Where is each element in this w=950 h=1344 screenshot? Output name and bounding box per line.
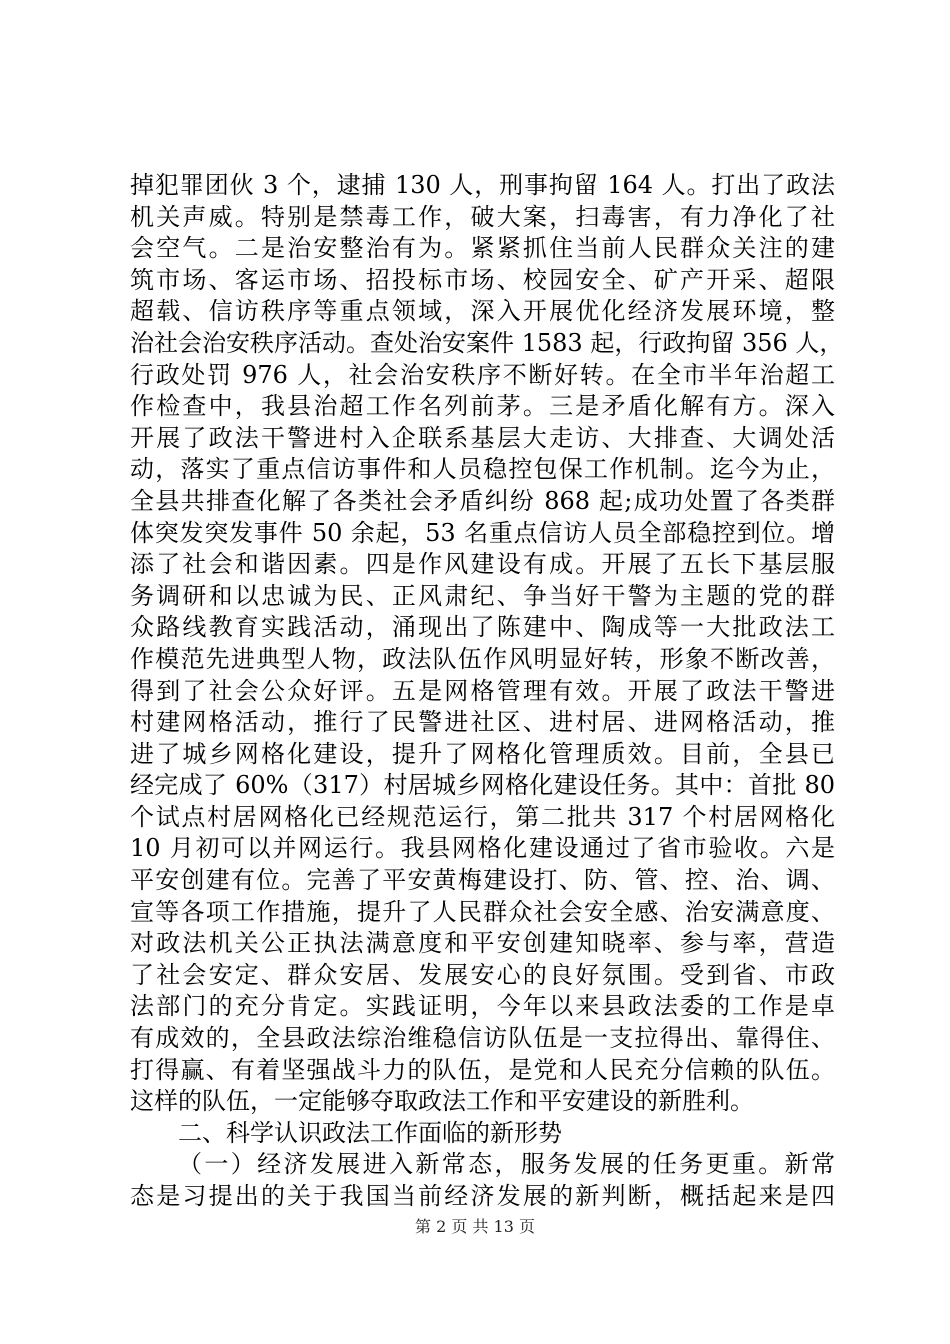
text-line: 态是习提出的关于我国当前经济发展的新判断，概括起来是四: [130, 1182, 835, 1210]
text-line: 机关声威。特别是禁毒工作，破大案，扫毒害，有力净化了社: [130, 202, 835, 231]
text-line: 了社会安定、群众安居、发展安心的良好氛围。受到省、市政: [130, 960, 835, 989]
text-line: 法部门的充分肯定。实践证明，今年以来县政法委的工作是卓: [130, 992, 835, 1021]
section-heading: 二、科学认识政法工作面临的新形势: [178, 1118, 562, 1147]
text-line: 体突发突发事件 50 余起，53 名重点信访人员全部稳控到位。增: [130, 518, 835, 547]
text-line: 经完成了 60%（317）村居城乡网格化建设任务。其中：首批 80: [130, 771, 835, 800]
body-text: [130, 170, 844, 1213]
text-line: （一）经济发展进入新常态，服务发展的任务更重。新常: [178, 1150, 835, 1179]
text-line: 务调研和以忠诚为民、正风肃纪、争当好干警为主题的党的群: [130, 581, 835, 610]
text-line: 作模范先进典型人物，政法队伍作风明显好转，形象不断改善，: [130, 644, 835, 673]
text-line: 添了社会和谐因素。四是作风建设有成。开展了五长下基层服: [130, 550, 835, 579]
text-line: 筑市场、客运市场、招投标市场、校园安全、矿产开采、超限: [130, 265, 835, 294]
text-line: 宣等各项工作措施，提升了人民群众社会安全感、治安满意度、: [130, 897, 835, 926]
text-line: 作检查中，我县治超工作名列前茅。三是矛盾化解有方。深入: [130, 392, 835, 421]
page-number-footer: 第 2 页 共 13 页: [415, 1217, 535, 1236]
text-line: 超载、信访秩序等重点领域，深入开展优化经济发展环境，整: [130, 297, 835, 326]
text-line: 掉犯罪团伙 3 个，逮捕 130 人，刑事拘留 164 人。打出了政法: [130, 171, 835, 199]
text-line: 个试点村居网格化已经规范运行，第二批共 317 个村居网格化: [130, 802, 835, 831]
text-line: 全县共排查化解了各类社会矛盾纠纷 868 起;成功处置了各类群: [130, 486, 835, 515]
text-line: 这样的队伍，一定能够夺取政法工作和平安建设的新胜利。: [130, 1087, 754, 1116]
text-line: 有成效的，全县政法综治维稳信访队伍是一支拉得出、靠得住、: [130, 1024, 835, 1053]
text-line: 开展了政法干警进村入企联系基层大走访、大排查、大调处活: [130, 423, 835, 452]
text-line: 会空气。二是治安整治有为。紧紧抓住当前人民群众关注的建: [130, 234, 835, 263]
text-line: 村建网格活动，推行了民警进社区、进村居、进网格活动，推: [130, 708, 835, 737]
text-line: 打得赢、有着坚强战斗力的队伍，是党和人民充分信赖的队伍。: [130, 1055, 835, 1084]
text-line: 进了城乡网格化建设，提升了网格化管理质效。目前，全县已: [130, 739, 835, 768]
text-line: 对政法机关公正执法满意度和平安创建知晓率、参与率，营造: [130, 929, 835, 958]
text-line: 治社会治安秩序活动。查处治安案件 1583 起，行政拘留 356 人，: [130, 328, 844, 357]
text-line: 平安创建有位。完善了平安黄梅建设打、防、管、控、治、调、: [130, 866, 835, 895]
text-line: 行政处罚 976 人，社会治安秩序不断好转。在全市半年治超工: [130, 360, 835, 389]
text-line: 动，落实了重点信访事件和人员稳控包保工作机制。迄今为止，: [130, 455, 835, 484]
text-line: 众路线教育实践活动，涌现出了陈建中、陶成等一大批政法工: [130, 613, 835, 642]
text-line: 得到了社会公众好评。五是网格管理有效。开展了政法干警进: [130, 676, 835, 705]
text-line: 10 月初可以并网运行。我县网格化建设通过了省市验收。六是: [130, 834, 835, 863]
